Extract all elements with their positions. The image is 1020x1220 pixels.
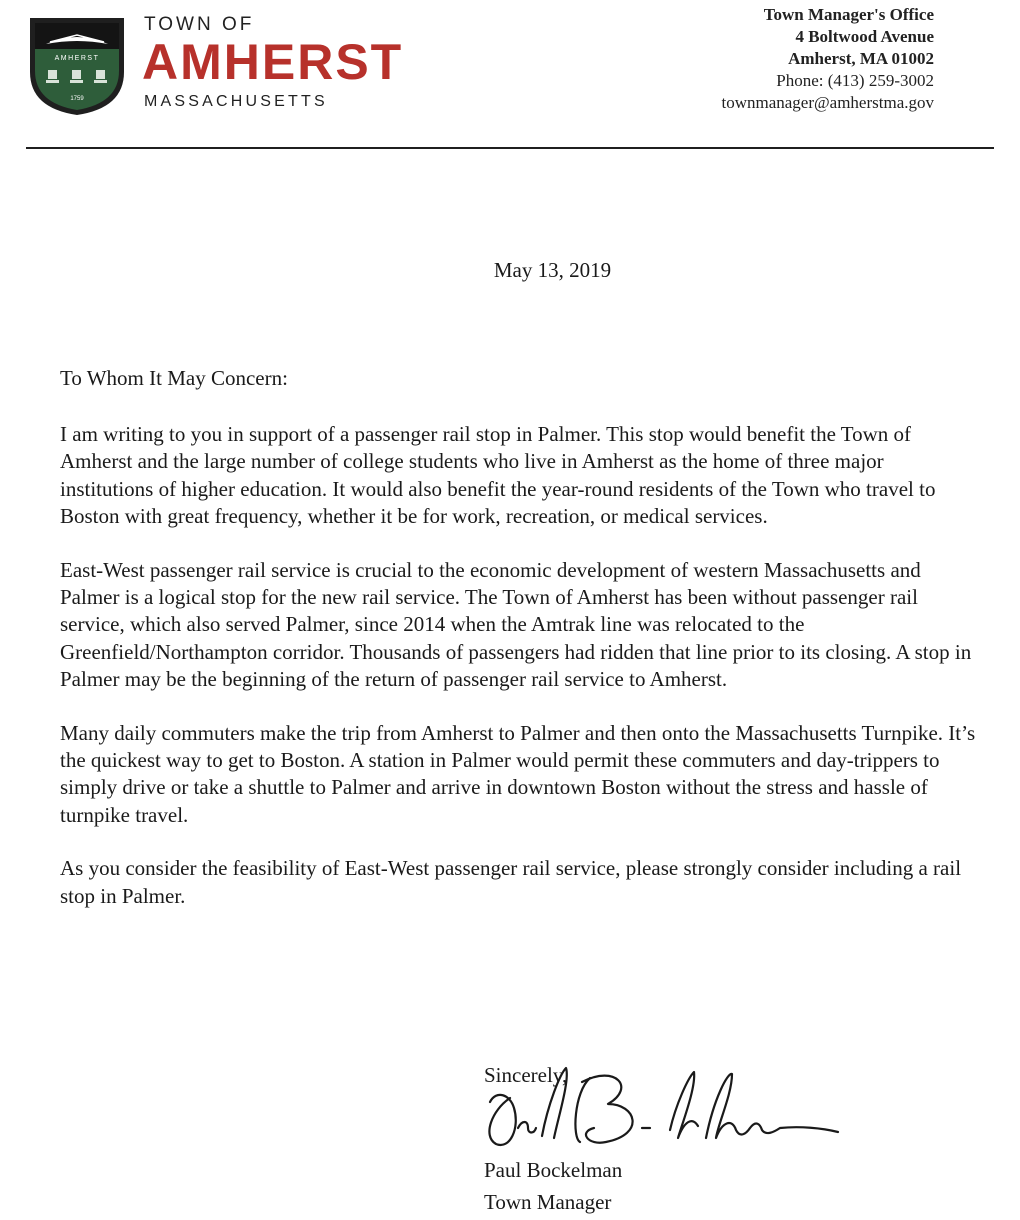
salutation: To Whom It May Concern: — [60, 366, 288, 390]
letterhead-wordmark — [142, 14, 462, 114]
contact-email[interactable]: townmanager@amherstma.gov — [721, 93, 934, 112]
paragraph-2: East-West passenger rail service is crucial to the economic development of western Massachusetts and Palmer is a logical stop for the new rail service. The Town of Amherst has been without passenger rail service, which also served Palmer, since 2014 when the Amtrak line was relocated to the Greenfield/Northampton corridor. Thousands of passengers had ridden that line prior to its closing. A stop in Palmer may be the beginning of the return of passenger rail service to Amherst. — [60, 557, 972, 692]
signer-title: Town Manager — [484, 1190, 612, 1214]
contact-office: Town Manager's Office — [763, 5, 934, 24]
seal-text-top: AMHERST — [54, 55, 100, 62]
header-divider — [26, 147, 994, 149]
letter-body — [60, 421, 980, 936]
org-name: AMHERST — [142, 34, 404, 90]
contact-block — [721, 4, 934, 114]
org-state: MASSACHUSETTS — [144, 93, 328, 110]
seal-text-bottom: 1759 — [70, 96, 84, 102]
paragraph-4: As you consider the feasibility of East-West passenger rail service, please strongly consider including a rail stop in Palmer. — [60, 856, 962, 908]
contact-city: Amherst, MA 01002 — [788, 49, 934, 68]
contact-street: 4 Boltwood Avenue — [795, 27, 934, 46]
letter-date: May 13, 2019 — [493, 258, 612, 282]
org-prefix: TOWN OF — [144, 14, 255, 35]
closing: Sincerely, — [484, 1063, 568, 1087]
paragraph-3: Many daily commuters make the trip from Amherst to Palmer and then onto the Massachusetts Turnpike. It’s the quickest way to get to Boston. A station in Palmer would permit these commuters and day-trippers to simply drive or take a shuttle to Palmer and arrive in downtown Boston without the stress and hassle of turnpike travel. — [60, 720, 976, 827]
paragraph-1: I am writing to you in support of a passenger rail stop in Palmer. This stop would benefit the Town of Amherst and the large number of college students who live in Amherst as the home of three major institutions of higher education. It would also benefit the year-round residents of the Town who travel to Boston with great frequency, whether it be for work, recreation, or medical services. — [60, 422, 936, 529]
signer-name: Paul Bockelman — [484, 1158, 623, 1182]
contact-phone: Phone: (413) 259-3002 — [776, 71, 934, 90]
town-seal-logo — [26, 14, 128, 118]
handwritten-signature — [470, 1058, 850, 1158]
